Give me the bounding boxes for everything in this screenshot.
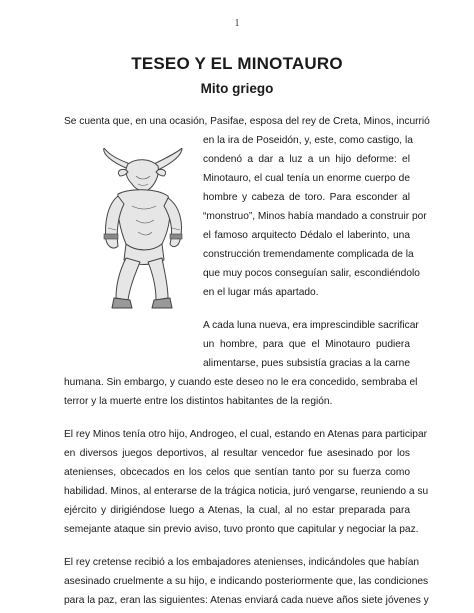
text-line: en la ira de Poseidón, y, este, como castigo, la	[203, 135, 413, 146]
text-line: el famoso arquitecto Dédalo el laberinto, una	[203, 230, 410, 241]
text-line: un hombre, para que el Minotauro pudiera	[203, 339, 410, 350]
text-line: humana. Sin embargo, y cuando este deseo no le era concedido, sembraba el	[64, 377, 418, 388]
text-line: atenienses, obcecados en los celos que sentían tanto por su fuerza como	[64, 467, 410, 478]
text-line: que muy pocos conseguían salir, escondiéndolo	[203, 268, 420, 279]
text-line: ejército y dirigiéndose luego a Atenas, la cual, al no estar preparada para	[64, 505, 410, 516]
text-line: El rey Minos tenía otro hijo, Androgeo, el cual, estando en Atenas para participar	[64, 429, 428, 440]
text-line: El rey cretense recibió a los embajadores atenienses, indicándoles que habían	[64, 557, 420, 568]
text-line: condenó a dar a luz a un hijo deforme: el	[203, 154, 410, 165]
text-line: Se cuenta que, en una ocasión, Pasifae, esposa del rey de Creta, Minos, incurrió	[64, 116, 430, 127]
text-line: Minotauro, el cual tenía un enorme cuerpo de	[203, 173, 410, 184]
text-line: en el lugar más apartado.	[203, 287, 319, 298]
document-title: TESEO Y EL MINOTAURO	[131, 54, 343, 73]
text-line: semejante ataque sin previo aviso, tuvo pronto que capitular y negociar la paz.	[64, 524, 419, 535]
text-line: habilidad. Minos, al enterarse de la trágica noticia, juró vengarse, reuniendo a su	[64, 486, 429, 497]
document-subtitle: Mito griego	[200, 81, 274, 96]
text-line: terror y la muerte entre los distintos habitantes de la región.	[64, 396, 333, 407]
text-line: “monstruo”, Minos había mandado a construir por	[203, 211, 427, 222]
minotaur-illustration	[86, 148, 196, 324]
text-line: hombre y cabeza de toro. Para esconder al	[203, 192, 410, 203]
text-line: alimentarse, pues subsistía gracias a la carne	[203, 358, 410, 369]
page-number: 1	[234, 18, 240, 29]
text-line: en diversos juegos deportivos, al resultar vencedor fue asesinado por los	[64, 448, 410, 459]
text-line: para la paz, eran las siguientes: Atenas enviará cada nueve años siete jóvenes y	[64, 595, 429, 606]
text-line: asesinado cruelmente a su hijo, e indicando posteriormente que, las condiciones	[64, 576, 429, 587]
text-line: A cada luna nueva, era imprescindible sacrificar	[203, 320, 419, 331]
text-line: construcción tremendamente complicada de la	[203, 249, 414, 260]
